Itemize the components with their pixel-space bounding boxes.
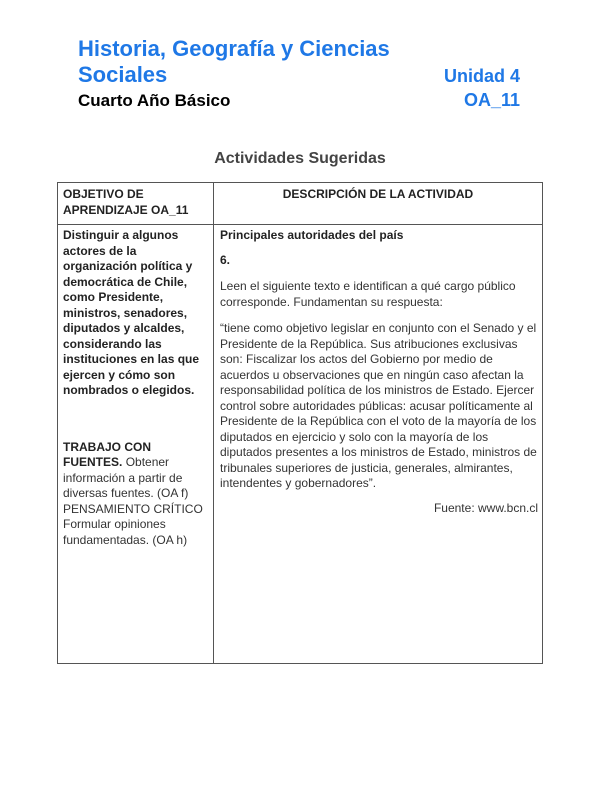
grade-label: Cuarto Año Básico bbox=[78, 91, 231, 110]
subject-title-continued: Sociales bbox=[78, 62, 168, 87]
unit-label: Unidad 4 bbox=[443, 66, 520, 86]
column-divider bbox=[213, 183, 214, 663]
objective-text: Distinguir a algunos actores de la organización política y democrática de Chile, como Presidente, ministros, senadores, diputados y alcaldes, considerando las instituciones en las que ejercen y cómo son nombrados o elegidos. bbox=[63, 228, 200, 397]
skills-block bbox=[63, 440, 211, 549]
objective-cell bbox=[63, 228, 211, 548]
header-description: DESCRIPCIÓN DE LA ACTIVIDAD bbox=[282, 187, 474, 201]
skill-text-critical: Formular opiniones fundamentadas. (OA h) bbox=[63, 517, 188, 547]
activity-quote: “tiene como objetivo legislar en conjunto con el Senado y el Presidente de la República. Sus atribuciones exclusivas son: Fiscalizar los actos del Gobierno por medio de acuerdos u observaciones que en ningún caso afectan la responsabilidad política de los ministros de Estado. Ejercer control sobre autoridades públicas: acusar políticamente al Presidente de la República con el voto de la mayoría de los diputados en ejercicio y solo con la mayoría de los diputados presentes a los ministros de Estado, ministros de tribunales superiores de justicia, generales, almirantes, intendentes y gobernadores”. bbox=[220, 321, 537, 490]
quote-source: Fuente: www.bcn.cl bbox=[433, 500, 538, 515]
skill-label-sources: TRABAJO CON FUENTES. bbox=[63, 439, 152, 469]
skill-label-critical: PENSAMIENTO CRÍTICO bbox=[63, 501, 203, 516]
description-cell bbox=[220, 228, 538, 516]
header-row-divider bbox=[58, 224, 542, 225]
activity-title: Principales autoridades del país bbox=[220, 228, 404, 242]
header-objective: OBJETIVO DE APRENDIZAJE OA_11 bbox=[63, 187, 189, 217]
document-header bbox=[78, 36, 520, 112]
subject-title: Historia, Geografía y Ciencias bbox=[78, 36, 390, 61]
section-title: Actividades Sugeridas bbox=[214, 150, 386, 167]
activity-instruction: Leen el siguiente texto e identifican a qué cargo público corresponde. Fundamentan su respuesta: bbox=[220, 279, 516, 309]
skill-text-sources: Obtener información a partir de diversas fuentes. (OA f) bbox=[63, 455, 189, 500]
activities-table bbox=[57, 182, 543, 664]
activity-number: 6. bbox=[220, 252, 231, 267]
oa-label: OA_11 bbox=[463, 90, 520, 110]
